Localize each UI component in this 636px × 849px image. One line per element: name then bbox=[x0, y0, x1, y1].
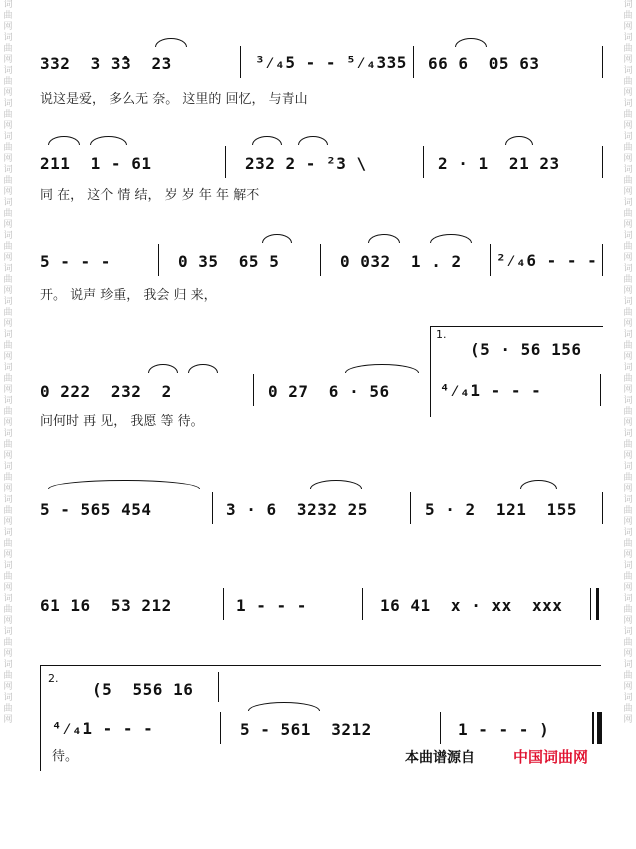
measure: 5 · 2 121 155 bbox=[425, 499, 577, 519]
lyrics-line-4: 问何时 再 见， 我愿 等 待。 bbox=[40, 414, 204, 429]
score-system-3 bbox=[40, 248, 605, 274]
lyrics-line-7: 待。 bbox=[52, 749, 79, 764]
barline bbox=[158, 244, 159, 276]
slur bbox=[310, 480, 362, 489]
slur bbox=[148, 364, 178, 373]
measure: 5 - 565 454 bbox=[40, 499, 152, 519]
barline bbox=[602, 46, 603, 78]
measure: ³⁄₄5 - - ⁵⁄₄335 bbox=[255, 53, 407, 72]
barline bbox=[600, 374, 601, 406]
measure: 66 6 05 63 bbox=[428, 53, 540, 73]
slur bbox=[48, 480, 200, 489]
measure: 1 - - - ) bbox=[458, 719, 550, 739]
brand-logo-text[interactable]: 中国词曲网 bbox=[513, 748, 589, 766]
score-system-7 bbox=[40, 716, 605, 742]
barline bbox=[602, 492, 603, 524]
slur bbox=[188, 364, 218, 373]
repeat-barline bbox=[590, 588, 591, 620]
score-system-1 bbox=[40, 50, 605, 76]
slur bbox=[90, 136, 127, 145]
source-text: 本曲谱源自 bbox=[405, 750, 475, 766]
barline bbox=[602, 244, 603, 276]
slur bbox=[430, 234, 472, 243]
barline bbox=[413, 46, 414, 78]
score-system-4 bbox=[40, 378, 605, 404]
barline bbox=[225, 146, 226, 178]
watermark-left: 词曲网词曲网词曲网词曲网词曲网词曲网词曲网词曲网词曲网词曲网词曲网词曲网词曲网词曲网词曲网词曲网词曲网词曲网词曲网词曲网词曲网词曲网 bbox=[3, 0, 13, 725]
measure: 2 · 1 21 23 bbox=[438, 153, 560, 173]
measure: 5 - 561 3212 bbox=[240, 719, 372, 739]
slur bbox=[520, 480, 557, 489]
barline bbox=[223, 588, 224, 620]
barline bbox=[410, 492, 411, 524]
measure: 1 - - - bbox=[236, 595, 307, 615]
score-system-2 bbox=[40, 150, 605, 176]
lyrics-line-1: 说这是爱， 多么无 奈。 这里的 回忆， 与青山 bbox=[40, 92, 308, 107]
slur bbox=[455, 38, 487, 47]
measure: ⁴⁄₄1 - - - bbox=[440, 381, 542, 400]
measure: 61 16 53 212 bbox=[40, 595, 172, 615]
slur bbox=[298, 136, 328, 145]
volta-2-notes: (5 556 16 bbox=[92, 680, 194, 699]
barline bbox=[423, 146, 424, 178]
slur bbox=[368, 234, 400, 243]
slur bbox=[155, 38, 187, 47]
score-system-5 bbox=[40, 496, 605, 522]
lyrics-line-3: 开。 说声 珍重， 我会 归 来， bbox=[40, 288, 217, 303]
measure: 0 032 1 . 2 bbox=[340, 251, 462, 271]
slur bbox=[48, 136, 80, 145]
measure: 0 35 65 5 bbox=[178, 251, 280, 271]
barline bbox=[440, 712, 441, 744]
barline bbox=[430, 374, 431, 406]
volta-label: 2. bbox=[48, 672, 59, 685]
barline bbox=[362, 588, 363, 620]
final-barline bbox=[592, 712, 602, 744]
measure: 16 41 x · xx xxx bbox=[380, 595, 563, 615]
measure: 232 2 - ²3 \ bbox=[245, 153, 367, 173]
measure: 3 · 6 3232 25 bbox=[226, 499, 368, 519]
measure: ²⁄₄6 - - - bbox=[496, 251, 598, 270]
barline bbox=[240, 46, 241, 78]
barline bbox=[212, 492, 213, 524]
measure: ⁴⁄₄1 - - - bbox=[52, 719, 154, 738]
slur bbox=[252, 136, 282, 145]
lyrics-line-2: 同 在， 这个 情 结， 岁 岁 年 年 解不 bbox=[40, 188, 260, 203]
measure: 0 27 6 · 56 bbox=[268, 381, 390, 401]
measure: 332 3 3̂3 23 bbox=[40, 53, 172, 73]
barline bbox=[602, 146, 603, 178]
slur bbox=[262, 234, 292, 243]
barline bbox=[320, 244, 321, 276]
slur bbox=[345, 364, 419, 373]
slur bbox=[505, 136, 533, 145]
barline bbox=[253, 374, 254, 406]
volta-label: 1. bbox=[436, 328, 447, 341]
barline bbox=[218, 672, 219, 702]
volta-1-notes: (5 · 56 156 bbox=[470, 340, 582, 359]
watermark-right: 词曲网词曲网词曲网词曲网词曲网词曲网词曲网词曲网词曲网词曲网词曲网词曲网词曲网词曲网词曲网词曲网词曲网词曲网词曲网词曲网词曲网词曲网 bbox=[623, 0, 633, 725]
measure: 211 1 - 61 bbox=[40, 153, 152, 173]
measure: 0 222 232 2 bbox=[40, 381, 172, 401]
repeat-barline-thick bbox=[596, 588, 599, 620]
measure: 5 - - - bbox=[40, 251, 111, 271]
score-system-6 bbox=[40, 592, 605, 618]
barline bbox=[490, 244, 491, 276]
barline bbox=[220, 712, 221, 744]
